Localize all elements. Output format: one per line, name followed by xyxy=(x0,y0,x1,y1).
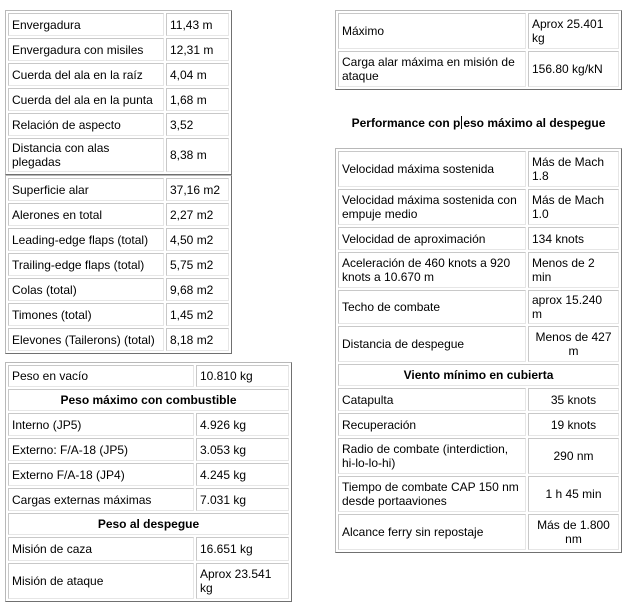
row-label: Velocidad máxima sostenida con empuje medio xyxy=(338,189,526,225)
table-row xyxy=(8,438,289,461)
row-value: 1,45 m2 xyxy=(166,303,229,326)
row-label: Techo de combate xyxy=(338,290,526,324)
row-value: Más de Mach 1.8 xyxy=(528,151,619,187)
row-label: Envergadura xyxy=(8,13,164,36)
table-row xyxy=(8,537,289,561)
row-value: aprox 15.240 m xyxy=(528,290,619,324)
row-value: 290 nm xyxy=(528,438,619,474)
row-label: Colas (total) xyxy=(8,278,164,301)
table-row xyxy=(338,252,619,288)
surfaces-table xyxy=(5,175,232,354)
table-row xyxy=(338,151,619,187)
row-value: 2,27 m2 xyxy=(166,203,229,226)
row-value: 19 knots xyxy=(528,413,619,436)
row-label: Leading-edge flaps (total) xyxy=(8,228,164,251)
table-row xyxy=(8,13,229,36)
row-value: 4.245 kg xyxy=(196,463,289,486)
row-label: Carga alar máxima en misión de ataque xyxy=(338,51,526,87)
row-value: Menos de 427 m xyxy=(528,326,619,362)
row-value: Menos de 2 min xyxy=(528,252,619,288)
row-label: Externo F/A-18 (JP4) xyxy=(8,463,194,486)
row-value: 8,18 m2 xyxy=(166,328,229,351)
row-value: 4.926 kg xyxy=(196,413,289,436)
table-row xyxy=(8,328,229,351)
weights-table xyxy=(5,362,292,602)
table-row xyxy=(8,278,229,301)
table-row xyxy=(8,88,229,111)
row-label: Relación de aspecto xyxy=(8,113,164,136)
row-label: Cuerda del ala en la raíz xyxy=(8,63,164,86)
row-label: Superficie alar xyxy=(8,178,164,201)
row-label: Tiempo de combate CAP 150 nm desde portaaviones xyxy=(338,476,526,512)
table-row xyxy=(8,365,289,387)
table-row xyxy=(8,228,229,251)
table-row xyxy=(338,13,619,49)
table-row xyxy=(8,38,229,61)
row-value: 5,75 m2 xyxy=(166,253,229,276)
wind-heading: Viento mínimo en cubierta xyxy=(338,364,619,386)
row-value: 9,68 m2 xyxy=(166,278,229,301)
row-value: 16.651 kg xyxy=(196,537,289,561)
row-value: 156.80 kg/kN xyxy=(528,51,619,87)
table-row xyxy=(8,303,229,326)
table-row xyxy=(338,227,619,250)
row-value: Aprox 23.541 kg xyxy=(196,563,289,599)
row-value: 8,38 m xyxy=(166,138,229,172)
row-value: 10.810 kg xyxy=(196,365,289,387)
row-label: Peso en vacío xyxy=(8,365,194,387)
row-value: 3,52 xyxy=(166,113,229,136)
row-label: Envergadura con misiles xyxy=(8,38,164,61)
row-value: Más de Mach 1.0 xyxy=(528,189,619,225)
row-value: 1 h 45 min xyxy=(528,476,619,512)
table-row xyxy=(8,63,229,86)
dimensions-table xyxy=(5,10,232,175)
heading-part: Performance con p xyxy=(351,116,461,130)
table-row xyxy=(338,326,619,362)
section-header-row xyxy=(338,364,619,386)
row-label: Trailing-edge flaps (total) xyxy=(8,253,164,276)
row-label: Catapulta xyxy=(338,388,526,411)
row-value: 7.031 kg xyxy=(196,488,289,511)
row-label: Misión de ataque xyxy=(8,563,194,599)
row-label: Externo: F/A-18 (JP5) xyxy=(8,438,194,461)
max-weight-table xyxy=(335,10,622,90)
row-label: Cuerda del ala en la punta xyxy=(8,88,164,111)
row-label: Distancia de despegue xyxy=(338,326,526,362)
row-value: 4,04 m xyxy=(166,63,229,86)
table-row xyxy=(8,563,289,599)
row-value: 3.053 kg xyxy=(196,438,289,461)
table-row xyxy=(8,488,289,511)
section-header-row xyxy=(8,389,289,411)
row-label: Timones (total) xyxy=(8,303,164,326)
table-row xyxy=(8,113,229,136)
table-row xyxy=(338,388,619,411)
row-value: 37,16 m2 xyxy=(166,178,229,201)
fuel-weight-heading: Peso máximo con combustible xyxy=(8,389,289,411)
takeoff-weight-heading: Peso al despegue xyxy=(8,513,289,535)
row-label: Radio de combate (interdiction, hi-lo-lo-hi) xyxy=(338,438,526,474)
table-row xyxy=(8,413,289,436)
row-label: Alcance ferry sin repostaje xyxy=(338,514,526,550)
row-label: Máximo xyxy=(338,13,526,49)
row-label: Velocidad máxima sostenida xyxy=(338,151,526,187)
row-label: Distancia con alas plegadas xyxy=(8,138,164,172)
table-row xyxy=(8,253,229,276)
row-value: 1,68 m xyxy=(166,88,229,111)
table-row xyxy=(338,51,619,87)
row-value: Más de 1.800 nm xyxy=(528,514,619,550)
table-row xyxy=(8,138,229,172)
table-row xyxy=(338,189,619,225)
row-label: Misión de caza xyxy=(8,537,194,561)
table-row xyxy=(338,413,619,436)
row-value: 35 knots xyxy=(528,388,619,411)
table-row xyxy=(8,178,229,201)
row-label: Interno (JP5) xyxy=(8,413,194,436)
table-row xyxy=(8,203,229,226)
heading-part: eso máximo al despegue xyxy=(463,116,606,130)
row-label: Recuperación xyxy=(338,413,526,436)
row-value: 12,31 m xyxy=(166,38,229,61)
row-value: 4,50 m2 xyxy=(166,228,229,251)
row-value: Aprox 25.401 kg xyxy=(528,13,619,49)
table-row xyxy=(338,514,619,550)
row-value: 11,43 m xyxy=(166,13,229,36)
performance-heading xyxy=(335,116,622,130)
performance-table xyxy=(335,148,622,553)
row-value: 134 knots xyxy=(528,227,619,250)
table-row xyxy=(338,438,619,474)
row-label: Elevones (Tailerons) (total) xyxy=(8,328,164,351)
section-header-row xyxy=(8,513,289,535)
row-label: Velocidad de aproximación xyxy=(338,227,526,250)
row-label: Alerones en total xyxy=(8,203,164,226)
row-label: Cargas externas máximas xyxy=(8,488,194,511)
row-label: Aceleración de 460 knots a 920 knots a 10.670 m xyxy=(338,252,526,288)
table-row xyxy=(338,290,619,324)
table-row xyxy=(338,476,619,512)
table-row xyxy=(8,463,289,486)
